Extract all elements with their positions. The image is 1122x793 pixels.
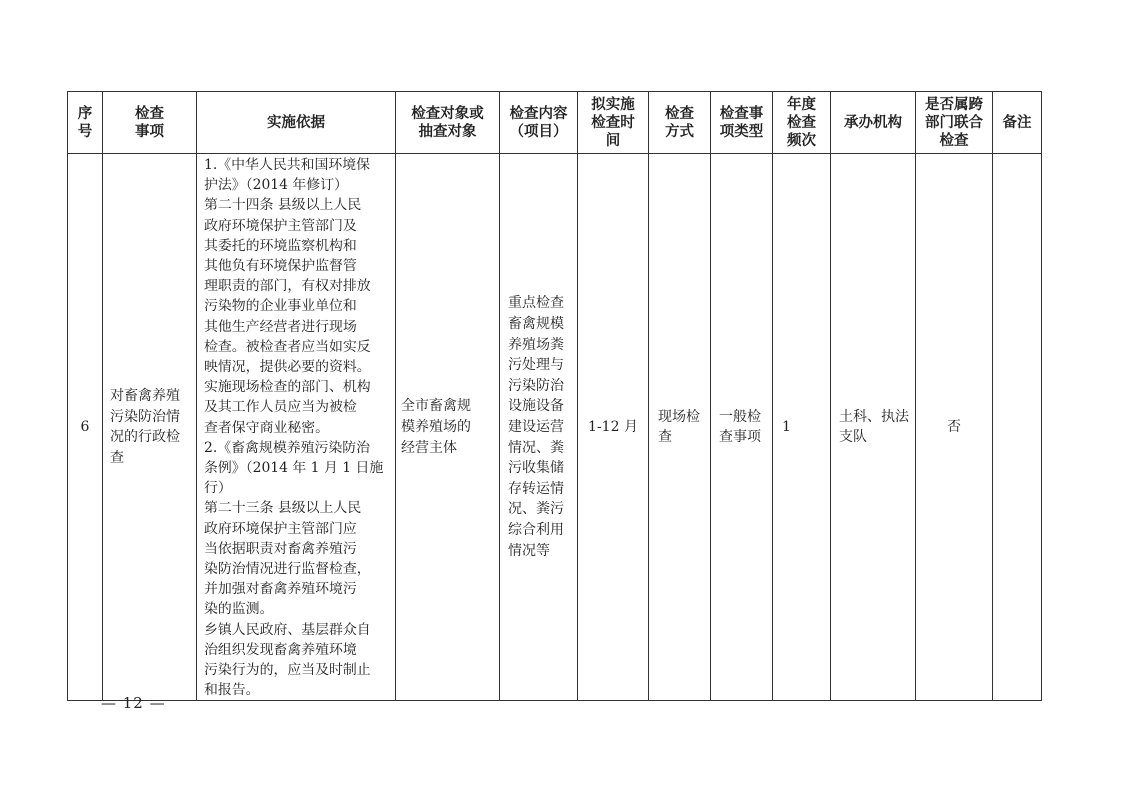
cell-index: 6 bbox=[68, 154, 103, 701]
header-frequency: 年度 检查 频次 bbox=[773, 92, 831, 154]
cell-remark bbox=[993, 154, 1042, 701]
header-time: 拟实施 检查时 间 bbox=[578, 92, 649, 154]
inspection-table bbox=[67, 91, 1042, 701]
header-remark: 备注 bbox=[993, 92, 1042, 154]
header-agency: 承办机构 bbox=[831, 92, 916, 154]
header-type: 检查事 项类型 bbox=[711, 92, 773, 154]
cell-joint: 否 bbox=[916, 154, 993, 701]
cell-basis: 1.《中华人民共和国环境保 护法》（2014 年修订） 第二十四条 县级以上人民 政府环境保护主管部门及 其委托的环境监察机构和 其他负有环境保护监督管 理职责的部门，有权对排放 污染物的企业事业单位和 其他生产经营者进行现场 检查。被检查者应当如实反 映情况，提供必要的资料。 实施现场检查的部门、机构 及其工作人员应当为被检 查者保守商业秘密。 2.《畜禽规模养殖污染防治 条例》（2014 年 1 月 1 日施 行） 第二十三条 县级以上人民 政府环境保护主管部门应 当依据职责对畜禽养殖污 染防治情况进行监督检查， 并加强对畜禽养殖环境污 染的监测。 乡镇人民政府、基层群众自 治组织发现畜禽养殖环境 污染行为的，应当及时制止 和报告。 bbox=[197, 154, 396, 701]
header-row bbox=[68, 92, 1042, 154]
header-item: 检查 事项 bbox=[103, 92, 197, 154]
header-content: 检查内容 （项目） bbox=[500, 92, 578, 154]
header-index: 序 号 bbox=[68, 92, 103, 154]
cell-item: 对畜禽养殖 污染防治情 况的行政检 查 bbox=[103, 154, 197, 701]
cell-type: 一般检 查事项 bbox=[711, 154, 773, 701]
header-joint: 是否属跨 部门联合 检查 bbox=[916, 92, 993, 154]
cell-content: 重点检查 畜禽规模 养殖场粪 污处理与 污染防治 设施设备 建设运营 情况、粪 污收集储 存转运情 况、粪污 综合利用 情况等 bbox=[500, 154, 578, 701]
header-target: 检查对象或 抽查对象 bbox=[396, 92, 500, 154]
cell-target: 全市畜禽规 模养殖场的 经营主体 bbox=[396, 154, 500, 701]
header-basis: 实施依据 bbox=[197, 92, 396, 154]
cell-method: 现场检 查 bbox=[649, 154, 711, 701]
cell-frequency: 1 bbox=[773, 154, 831, 701]
page-number: — 12 — bbox=[101, 694, 166, 712]
cell-agency: 土科、执法 支队 bbox=[831, 154, 916, 701]
table-row bbox=[68, 154, 1042, 701]
header-method: 检查 方式 bbox=[649, 92, 711, 154]
cell-time: 1-12 月 bbox=[578, 154, 649, 701]
